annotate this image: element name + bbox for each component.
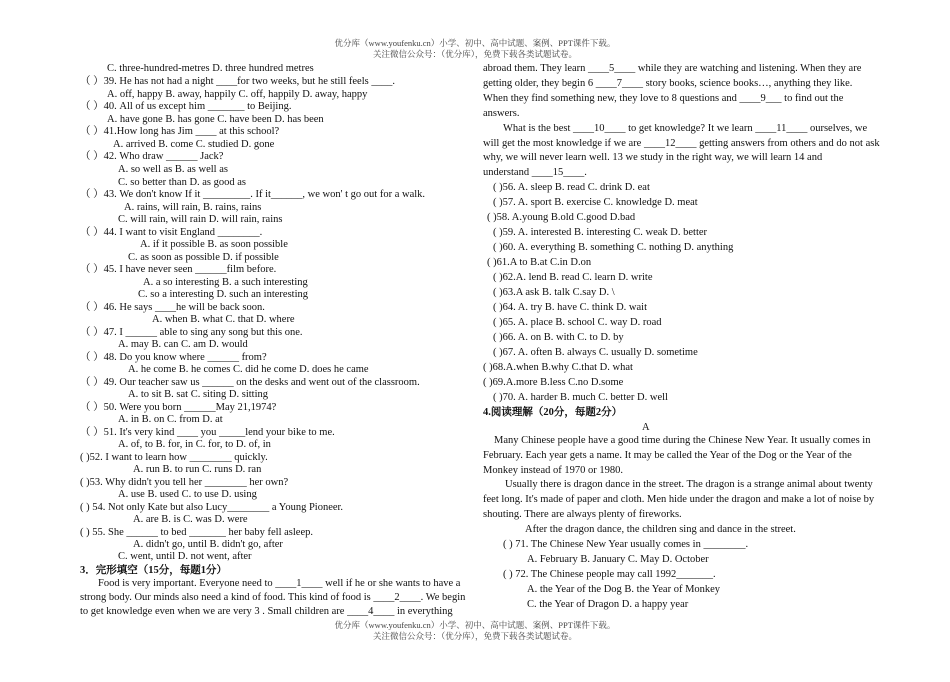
passage-line: feet long. It's made of paper and cloth. Men hide under the dragon and make a lot of noise by (483, 494, 875, 505)
section-heading-reading: 4.阅读理解（20分，每题2分） (483, 407, 623, 418)
question-line: ( ) 71. The Chinese New Year usually comes in ________. (503, 539, 749, 550)
header-line-2: 关注微信公众号：（优分库），免费下载各类试题试卷。 (372, 49, 577, 59)
option-line: A. arrived B. come C. studied D. gone (113, 139, 275, 150)
option-line: A. February B. January C. May D. October (527, 554, 709, 565)
option-line: A. to sit B. sat C. siting D. sitting (128, 389, 269, 400)
option-line: ( )62.A. lend B. read C. learn D. write (493, 272, 653, 283)
option-line: ( )63.A ask B. talk C.say D. \ (493, 287, 615, 298)
passage-line: answers. (483, 108, 520, 119)
passage-line: What is the best ____10____ to get knowledge? It we learn ____11____ ourselves, we (503, 123, 868, 134)
option-line: C. will rain, will rain D. will rain, rains (118, 214, 283, 225)
option-line: ( )58. A.young B.old C.good D.bad (487, 212, 636, 223)
question-line: （ ）50. Were you born ______May 21,1974? (80, 402, 277, 413)
option-line: A. didn't go, until B. didn't go, after (133, 539, 283, 550)
option-line: A. may B. can C. am D. would (118, 339, 248, 350)
option-line: A. if it possible B. as soon possible (140, 239, 288, 250)
question-line: （ ）51. It's very kind ____ you _____lend your bike to me. (80, 427, 335, 438)
question-line: （ ）39. He has not had a night ____for two weeks, but he still feels ____. (80, 76, 395, 87)
option-line: ( )67. A. often B. always C. usually D. sometime (493, 347, 698, 358)
footer-line-1: 优分库（www.youfenku.cn）小学、初中、高中试题、案例、PPT课件下载。 (334, 620, 616, 630)
option-line: A. so well as B. as well as (118, 164, 228, 175)
question-line: （ ）48. Do you know where ______ from? (80, 352, 267, 363)
option-line: C. as soon as possible D. if possible (128, 252, 279, 263)
question-line: C. three-hundred-metres D. three hundred metres (107, 63, 314, 74)
option-line: ( )68.A.when B.why C.that D. what (483, 362, 633, 373)
passage-line: When they find something new, they love to 8 questions and ____9___ to find out the (483, 93, 844, 104)
option-line: ( )57. A. sport B. exercise C. knowledge D. meat (493, 197, 698, 208)
option-line: A. a so interesting B. a such interesting (143, 277, 308, 288)
option-line: C. so a interesting D. such an interesting (138, 289, 309, 300)
option-line: ( )59. A. interested B. interesting C. weak D. better (493, 227, 708, 238)
passage-line: understand ____15____. (483, 167, 587, 178)
option-line: ( )61.A to B.at C.in D.on (487, 257, 592, 268)
question-line: （ ）42. Who draw ______ Jack? (80, 151, 224, 162)
question-line: ( ) 55. She ______ to bed _______ her baby fell asleep. (80, 527, 313, 538)
passage-line: shouting. There are always plenty of fireworks. (483, 509, 682, 520)
option-line: ( )70. A. harder B. much C. better D. well (493, 392, 668, 403)
option-line: C. the Year of Dragon D. a happy year (527, 599, 689, 610)
option-line: A. of, to B. for, in C. for, to D. of, in (118, 439, 271, 450)
option-line: A. in B. on C. from D. at (118, 414, 223, 425)
passage-line: Usually there is dragon dance in the street. The dragon is a strange animal about twenty (505, 479, 873, 490)
question-line: （ ）44. I want to visit England ________. (80, 227, 263, 238)
question-line: （ ）45. I have never seen ______film before. (80, 264, 277, 275)
question-line: （ ）43. We don't know If it _________. If it______, we won' t go out for a walk. (80, 189, 426, 200)
option-line: A. when B. what C. that D. where (152, 314, 295, 325)
option-line: A. use B. used C. to use D. using (118, 489, 257, 500)
passage-line: February. Each year gets a name. It may be called the Year of the Dog or the Year of the (483, 450, 852, 461)
passage-line: strong body. Our minds also need a kind of food. This kind of food is ____2____. We begin (80, 592, 466, 603)
option-line: A. are B. is C. was D. were (133, 514, 248, 525)
question-line: （ ）49. Our teacher saw us ______ on the desks and went out of the classroom. (80, 377, 420, 388)
passage-label: A (642, 422, 650, 433)
option-line: ( )64. A. try B. have C. think D. wait (493, 302, 647, 313)
question-line: ( ) 54. Not only Kate but also Lucy________ a Young Pioneer. (80, 502, 344, 513)
option-line: A. off, happy B. away, happily C. off, happily D. away, happy (107, 89, 368, 100)
option-line: ( )65. A. place B. school C. way D. road (493, 317, 662, 328)
option-line: A. run B. to run C. runs D. ran (133, 464, 262, 475)
footer-line-2: 关注微信公众号：（优分库），免费下载各类试题试卷。 (372, 631, 577, 641)
passage-line: Food is very important. Everyone need to ____1____ well if he or she wants to have a (98, 578, 461, 589)
option-line: C. went, until D. not went, after (118, 551, 252, 562)
option-line: ( )69.A.more B.less C.no D.some (483, 377, 624, 388)
option-line: A. the Year of the Dog B. the Year of Monkey (527, 584, 721, 595)
option-line: A. rains, will rain, B. rains, rains (124, 202, 262, 213)
question-line: （ ）41.How long has Jim ____ at this school? (80, 126, 280, 137)
question-line: （ ）47. I ______ able to sing any song but this one. (80, 327, 303, 338)
passage-line: abroad them. They learn ____5____ while they are watching and listening. When they are (483, 63, 862, 74)
passage-line: why, we will never learn well. 13 we study in the right way, we will learn 14 and (483, 152, 823, 163)
page-footer (0, 620, 950, 642)
question-line: （ ）46. He says ____he will be back soon. (80, 302, 265, 313)
option-line: ( )56. A. sleep B. read C. drink D. eat (493, 182, 650, 193)
option-line: A. have gone B. has gone C. have been D. has been (107, 114, 324, 125)
option-line: ( )60. A. everything B. something C. nothing D. anything (493, 242, 734, 253)
passage-line: getting older, they begin 6 ____7____ story books, science books…, anything they like. (483, 78, 853, 89)
question-line: ( )52. I want to learn how ________ quickly. (80, 452, 268, 463)
header-line-1: 优分库（www.youfenku.cn）小学、初中、高中试题、案例、PPT课件下载。 (334, 38, 616, 48)
passage-line: to get knowledge even when we are very 3 . Small children are ____4____ in everything (80, 606, 453, 617)
question-line: ( )53. Why didn't you tell her ________ her own? (80, 477, 289, 488)
question-line: ( ) 72. The Chinese people may call 1992_______. (503, 569, 716, 580)
passage-line: Many Chinese people have a good time during the Chinese New Year. It usually comes in (494, 435, 871, 446)
passage-line: will get the most knowledge if we are ____12____ getting answers from others and do not ask (483, 138, 880, 149)
option-line: ( )66. A. on B. with C. to D. by (493, 332, 624, 343)
passage-line: Monkey instead of 1970 or 1980. (483, 465, 623, 476)
option-line: A. he come B. he comes C. did he come D. does he came (128, 364, 369, 375)
passage-line: After the dragon dance, the children sing and dance in the street. (525, 524, 796, 535)
question-line: （ ）40. All of us except him _______ to Beijing. (80, 101, 292, 112)
option-line: C. so better than D. as good as (118, 177, 247, 188)
page-header (0, 38, 950, 60)
section-heading-cloze: 3．完形填空（15分，每题1分） (80, 565, 227, 576)
